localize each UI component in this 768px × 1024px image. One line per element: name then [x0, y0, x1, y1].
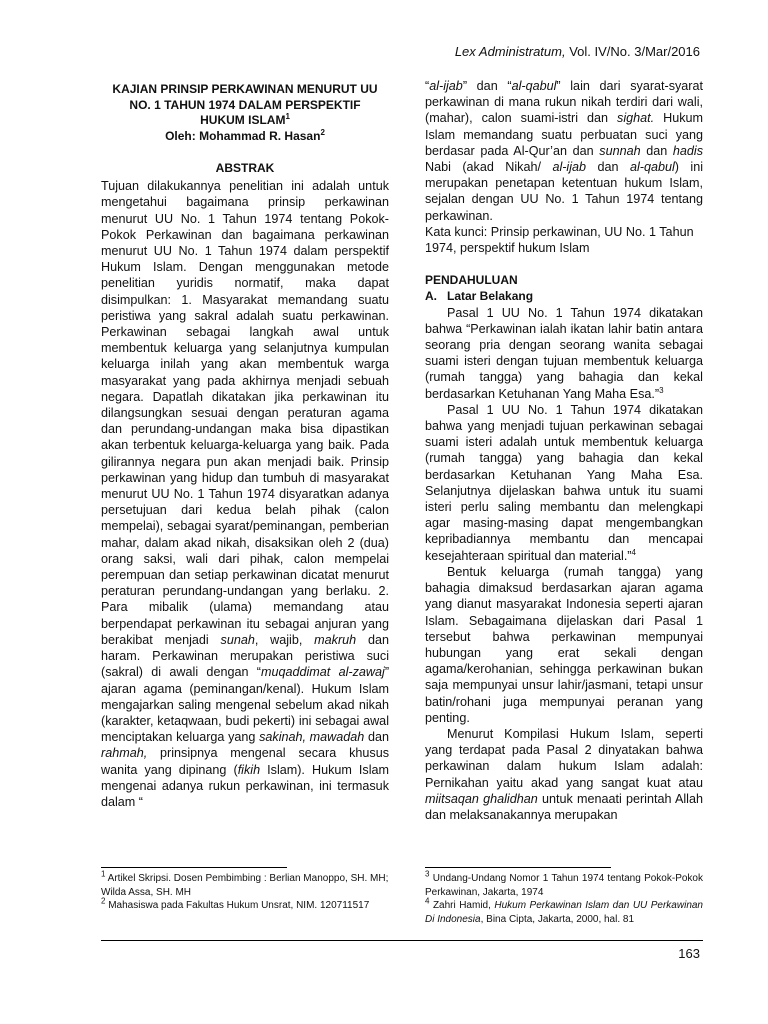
- page-number: 163: [678, 946, 700, 961]
- title-line-1: KAJIAN PRINSIP PERKAWINAN MENURUT UU: [112, 82, 378, 96]
- subsection-heading: A. Latar Belakang: [425, 289, 534, 304]
- left-column: [101, 78, 389, 810]
- right-column: [425, 78, 703, 823]
- journal-issue: Vol. IV/No. 3/Mar/2016: [565, 44, 700, 59]
- footnote-ref-3: 3: [659, 385, 664, 395]
- running-header: [455, 44, 700, 59]
- title-line-3: HUKUM ISLAM: [200, 113, 286, 127]
- section-heading: PENDAHULUAN: [425, 273, 518, 288]
- paragraph-1: Pasal 1 UU No. 1 Tahun 1974 dikatakan bahwa “Perkawinan ialah ikatan lahir batin antara seorang pria dengan seorang wanita sebagai suami isteri dengan tujuan membentuk keluarga (rumah tangga) yang bahagia dan kekal berdasarkan Ketuhanan Yang Maha Esa.”$^3$: [425, 305, 703, 401]
- keywords: Kata kunci: Prinsip perkawinan, UU No. 1 Tahun 1974, perspektif hukum Islam: [425, 224, 694, 256]
- paragraph-4: Menurut Kompilasi Hukum Islam, seperti yang terdapat pada Pasal 2 dinyatakan bahwa perkawinan dalam hukum Islam adalah: Pernikahan yaitu akad yang sangat kuat atau miitsaqan ghalidhan untuk menaati perintah Allah dan melaksanakannya merupakan: [425, 726, 703, 822]
- footnotes-left: [101, 869, 389, 913]
- footnote-3: $^3$ Undang-Undang Nomor 1 Tahun 1974 tentang Pokok-Pokok Perkawinan, Jakarta, 1974: [425, 869, 703, 898]
- journal-name: Lex Administratum,: [454, 44, 566, 59]
- page-bottom-rule: [101, 940, 703, 941]
- footnote-2: $^2$ Mahasiswa pada Fakultas Hukum Unsrat, NIM. 120711517: [101, 896, 370, 911]
- abstract-body: Tujuan dilakukannya penelitian ini adalah untuk mengetahui bagaimana prinsip perkawinan menurut UU No. 1 Tahun 1974 tentang Pokok-Pokok Perkawinan dan bagaimana perkawinan menurut UU No. 1 Tahun 1974 dalam perspektif Hukum Islam. Dengan menggunakan metode penelitian yuridis normatif, maka dapat disimpulkan: 1. Masyarakat memandang suatu peristiwa yang sakral adalah suatu perkawinan. Perkawinan sebagai langkah awal untuk membentuk keluarga yang selanjutnya kumpulan keluarga inilah yang akan membentuk warga masyarakat yang pada akhirnya menjadi sebuah negara. Dapatlah dikatakan jika perkawinan itu dilangsungkan sesuai dengan peraturan agama dan perundang-undangan maka bisa dipastikan akan terbentuk keluarga-keluarga yang baik. Pada gilirannya negara pun akan menjadi baik. Prinsip perkawinan yang hidup dan tumbuh di masyarakat menurut UU No. 1 Tahun 1974 disyaratkan adanya persetujuan dari kedua belah pihak (calon mempelai), sebagai syarat/peminangan, pemberian mahar, dalam akad nikah, disaksikan oleh 2 (dua) orang saksi, wali dari pihak, calon mempelai perempuan dan setiap perkawinan dicatat menurut peraturan perundang-undangan yang berlaku. 2. Para mibalik (ulama) memandang atau berpendapat perkawinan itu sebagai anjuran yang berakibat menjadi sunah, wajib, makruh dan haram. Perkawinan merupakan peristiwa suci (sakral) di awali dengan “muqaddimat al-zawaj” ajaran agama (peminangan/kenal). Hukum Islam mengajarkan saling mengenal sebelum akad nikah (karakter, ketaqwaan, budi pekerti) ini sebagai awal menciptakan keluarga yang sakinah, mawadah dan rahmah, prinsipnya mengenal secara khusus wanita yang dipinang (fikih Islam). Hukum Islam mengenai adanya rukun perkawinan, ini termasuk dalam “: [101, 179, 390, 809]
- abstract-heading: ABSTRAK: [215, 161, 275, 175]
- paragraph-2: Pasal 1 UU No. 1 Tahun 1974 dikatakan bahwa yang menjadi tujuan perkawinan sebagai suami isteri adalah untuk membentuk keluarga (rumah tangga) yang bahagia dan kekal berdasarkan Ketuhanan Yang Maha Esa. Selanjutnya dijelaskan bahwa untuk itu suami isteri perlu saling membantu dan melengkapi agar masing-masing dapat mengembangkan kepribadiannya membantu dan mencapai kesejahteraan spiritual dan material.”$^4$: [425, 402, 703, 563]
- footnote-1: $^1$ Artikel Skripsi. Dosen Pembimbing : Berlian Manoppo, SH. MH; Wilda Assa, SH. MH: [101, 869, 389, 898]
- author-footnote-ref: 2: [320, 127, 325, 137]
- author-line: Oleh: Mohammad R. Hasan: [165, 128, 321, 143]
- footnote-ref-4: 4: [631, 547, 636, 557]
- title-line-2: NO. 1 TAHUN 1974 DALAM PERSPEKTIF: [129, 97, 361, 112]
- paragraph-3: Bentuk keluarga (rumah tangga) yang bahagia dimaksud berdasarkan ajaran agama yang dianut masyarakat Indonesia seperti ajaran Islam. Sebagaimana dijelaskan dari Pasal 1 tersebut bahwa perkawinan mempunyai hubungan yang erat sekali dengan agama/kerohanian, sehingga perkawinan bukan saja mempunyai unsur lahir/jasmani, tetapi unsur batin/rohani juga mempunyai peranan yang penting.: [425, 564, 703, 725]
- paper-title: [101, 82, 389, 144]
- footnotes-right: [425, 869, 703, 926]
- footnote-divider-right: [425, 867, 611, 868]
- abstract-body-continued: “al-ijab” dan “al-qabul” lain dari syarat-syarat perkawinan di mana rukun nikah terdiri dari wali, (mahar), calon suami-istri dan sighat. Hukum Islam memandang suatu perbuatan suci yang berdasar pada Al-Qur’an dan sunnah dan hadis Nabi (akad Nikah/ al-ijab dan al-qabul) ini merupakan penetapan ketentuan hukum Islam, sejalan dengan UU No. 1 Tahun 1974 tentang perkawinan.: [425, 79, 704, 223]
- title-footnote-ref: 1: [285, 112, 290, 121]
- footnote-4: $^4$ Zahri Hamid, Hukum Perkawinan Islam dan UU Perkawinan Di Indonesia, Bina Cipta, Jakarta, 2000, hal. 81: [425, 896, 703, 925]
- footnote-divider-left: [101, 867, 287, 868]
